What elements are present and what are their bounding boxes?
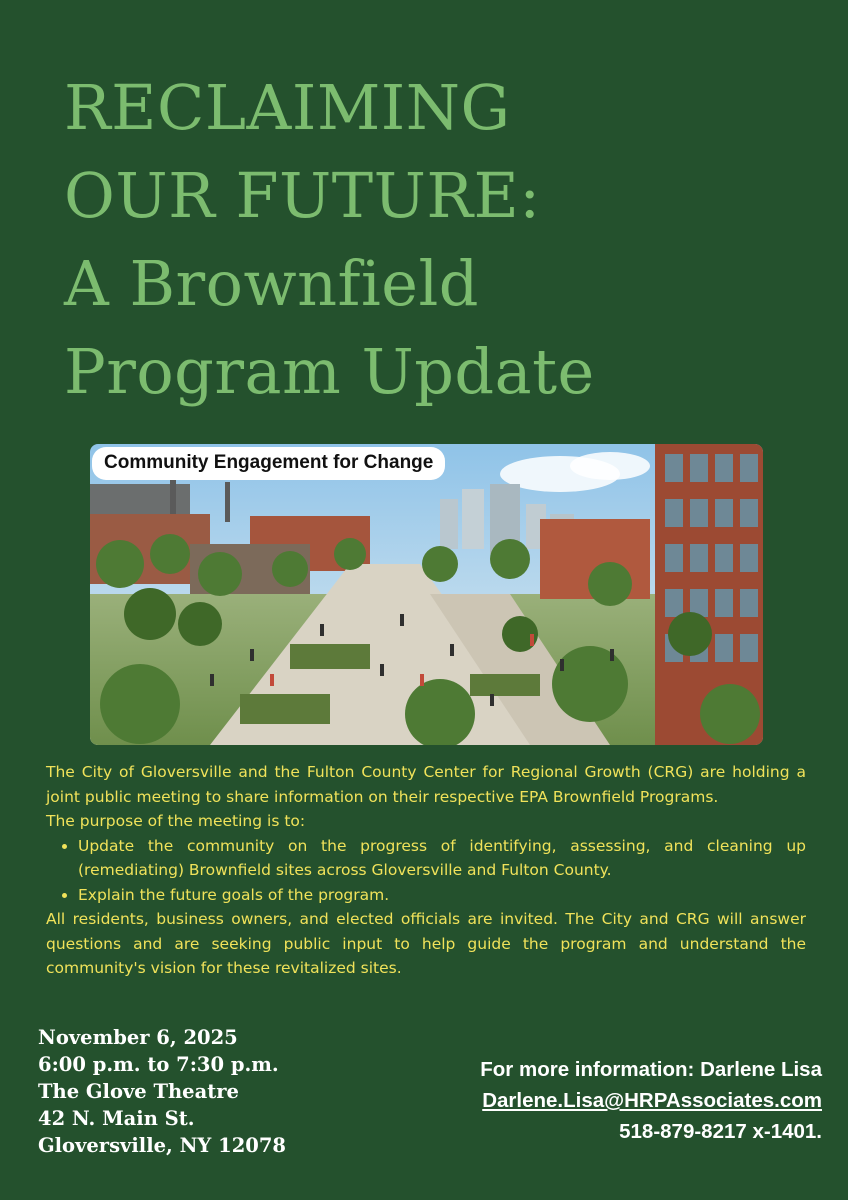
event-street: 42 N. Main St.: [38, 1107, 195, 1130]
event-details: [38, 1024, 286, 1159]
event-venue: The Glove Theatre: [38, 1080, 239, 1103]
closing-paragraph: All residents, business owners, and elected officials are invited. The City and CRG will answer questions and are seeking public input to help guide the program and understand the community's vision for these revitalized sites.: [46, 910, 806, 977]
purpose-list: [46, 834, 806, 908]
hero-label: Community Engagement for Change: [92, 447, 445, 480]
hero-illustration: [90, 444, 763, 745]
purpose-heading: The purpose of the meeting is to:: [46, 812, 306, 830]
title-line-2: OUR FUTURE:: [64, 159, 541, 232]
intro-paragraph: The City of Gloversville and the Fulton County Center for Regional Growth (CRG) are holding a joint public meeting to share information on their respective EPA Brownfield Programs.: [46, 763, 806, 806]
title-line-4: Program Update: [64, 335, 595, 408]
contact-email-link[interactable]: Darlene.Lisa@HRPAssociates.com: [482, 1089, 822, 1112]
poster-title: [64, 64, 824, 416]
purpose-item: • Update the community on the progress of identifying, assessing, and cleaning up (remediating) Brownfield sites across Gloversville and Fulton County.: [78, 834, 806, 883]
event-city: Gloversville, NY 12078: [38, 1134, 286, 1157]
city-park-illustration: [90, 444, 763, 745]
event-date: November 6, 2025: [38, 1026, 238, 1049]
contact-phone: 518-879-8217 x-1401.: [619, 1120, 822, 1143]
title-line-3: A Brownfield: [64, 247, 479, 320]
purpose-item: • Explain the future goals of the program.: [78, 883, 806, 908]
meeting-description: [46, 760, 806, 981]
event-time: 6:00 p.m. to 7:30 p.m.: [38, 1053, 279, 1076]
contact-info: [480, 1054, 822, 1147]
title-line-1: RECLAIMING: [64, 71, 511, 144]
contact-line: For more information: Darlene Lisa: [480, 1058, 822, 1081]
